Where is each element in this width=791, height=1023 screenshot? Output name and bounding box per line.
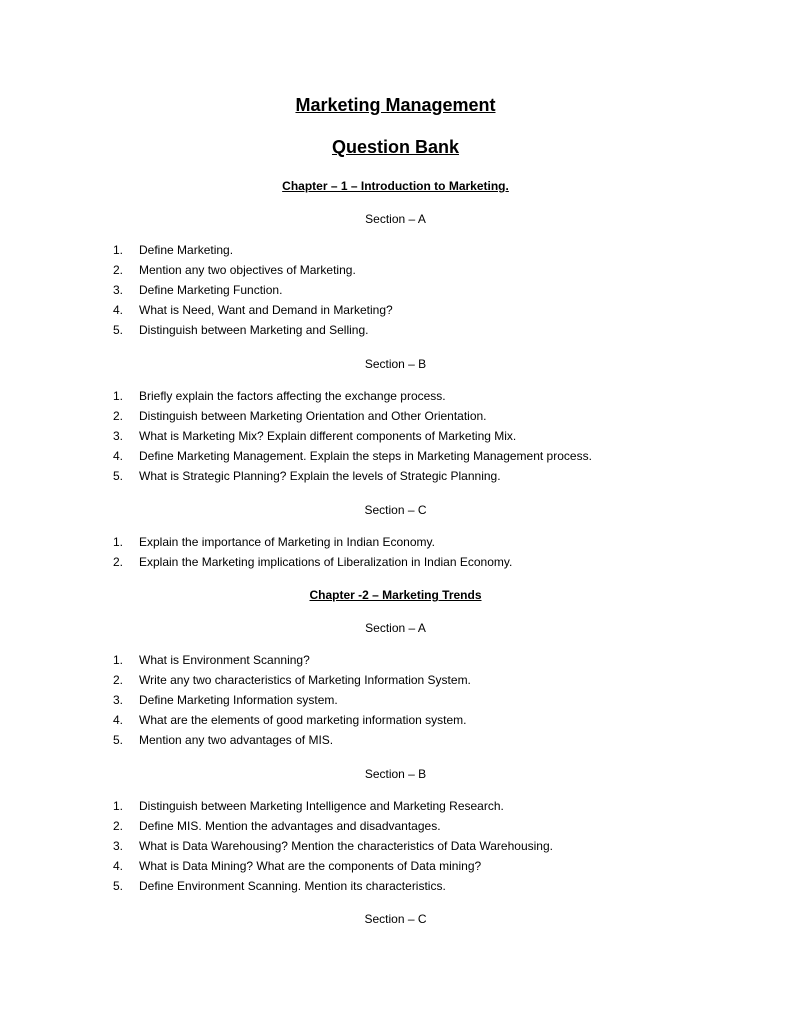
question-text: Define Marketing Information system. — [139, 693, 338, 707]
question-text: Briefly explain the factors affecting the exchange process. — [139, 389, 446, 403]
question-number: 2. — [113, 819, 124, 833]
question-number: 4. — [113, 713, 124, 727]
chapter-2-section-a-label: Section – A — [365, 621, 426, 635]
question-item — [113, 858, 753, 878]
question-text: What is Data Warehousing? Mention the characteristics of Data Warehousing. — [139, 839, 553, 853]
question-text: What is Environment Scanning? — [139, 653, 310, 667]
question-text: Define Marketing. — [139, 243, 234, 257]
question-text: What are the elements of good marketing information system. — [139, 713, 467, 727]
question-item — [113, 652, 753, 672]
question-item — [113, 388, 753, 408]
question-text: What is Data Mining? What are the components of Data mining? — [139, 859, 482, 873]
question-text: Mention any two objectives of Marketing. — [139, 263, 356, 277]
question-text: Define MIS. Mention the advantages and disadvantages. — [139, 819, 441, 833]
question-number: 4. — [113, 303, 124, 317]
question-number: 3. — [113, 839, 124, 853]
question-item — [113, 468, 753, 488]
question-item — [113, 242, 753, 262]
question-number: 1. — [113, 653, 124, 667]
question-number: 4. — [113, 449, 124, 463]
question-number: 5. — [113, 469, 124, 483]
chapter-2-section-b-list — [113, 798, 753, 898]
chapter-2-heading: Chapter -2 – Marketing Trends — [309, 588, 482, 602]
question-number: 2. — [113, 263, 124, 277]
chapter-1-section-c-label: Section – C — [364, 503, 427, 517]
question-text: Explain the importance of Marketing in Indian Economy. — [139, 535, 435, 549]
question-item — [113, 282, 753, 302]
question-item — [113, 408, 753, 428]
question-item — [113, 428, 753, 448]
document-title: Marketing Management — [295, 95, 496, 115]
question-item — [113, 262, 753, 282]
question-number: 3. — [113, 429, 124, 443]
chapter-1-heading: Chapter – 1 – Introduction to Marketing. — [282, 179, 509, 193]
chapter-1-section-b-list — [113, 388, 753, 488]
question-number: 2. — [113, 555, 124, 569]
question-number: 3. — [113, 693, 124, 707]
question-text: What is Strategic Planning? Explain the levels of Strategic Planning. — [139, 469, 501, 483]
document-subtitle: Question Bank — [331, 137, 460, 157]
question-number: 5. — [113, 879, 124, 893]
chapter-2-section-c-label: Section – C — [364, 912, 427, 926]
question-item — [113, 554, 753, 574]
question-item — [113, 534, 753, 554]
question-number: 5. — [113, 733, 124, 747]
question-text: What is Need, Want and Demand in Marketing? — [139, 303, 393, 317]
question-text: Define Marketing Management. Explain the steps in Marketing Management process. — [139, 449, 592, 463]
chapter-1-section-a-label: Section – A — [365, 212, 426, 226]
question-text: Explain the Marketing implications of Liberalization in Indian Economy. — [139, 555, 513, 569]
question-text: Mention any two advantages of MIS. — [139, 733, 334, 747]
chapter-1-section-b-label: Section – B — [364, 357, 427, 371]
question-item — [113, 322, 753, 342]
question-number: 1. — [113, 389, 124, 403]
question-number: 1. — [113, 243, 124, 257]
question-text: Distinguish between Marketing and Selling. — [139, 323, 369, 337]
question-text: Define Marketing Function. — [139, 283, 283, 297]
question-text: Distinguish between Marketing Orientation and Other Orientation. — [139, 409, 487, 423]
question-item — [113, 692, 753, 712]
question-text: Write any two characteristics of Marketing Information System. — [139, 673, 471, 687]
chapter-2-section-a-list — [113, 652, 753, 752]
question-number: 2. — [113, 673, 124, 687]
question-item — [113, 798, 753, 818]
question-item — [113, 712, 753, 732]
question-number: 5. — [113, 323, 124, 337]
question-number: 1. — [113, 535, 124, 549]
question-item — [113, 838, 753, 858]
question-text: What is Marketing Mix? Explain different components of Marketing Mix. — [139, 429, 517, 443]
chapter-1-section-a-list — [113, 242, 753, 342]
question-item — [113, 732, 753, 752]
chapter-2-section-b-label: Section – B — [364, 767, 427, 781]
question-item — [113, 302, 753, 322]
question-item — [113, 672, 753, 692]
chapter-1-section-c-list — [113, 534, 753, 574]
question-item — [113, 818, 753, 838]
question-text: Distinguish between Marketing Intelligence and Marketing Research. — [139, 799, 504, 813]
question-item — [113, 448, 753, 468]
question-number: 4. — [113, 859, 124, 873]
question-item — [113, 878, 753, 898]
question-number: 1. — [113, 799, 124, 813]
question-number: 3. — [113, 283, 124, 297]
question-number: 2. — [113, 409, 124, 423]
question-text: Define Environment Scanning. Mention its characteristics. — [139, 879, 446, 893]
